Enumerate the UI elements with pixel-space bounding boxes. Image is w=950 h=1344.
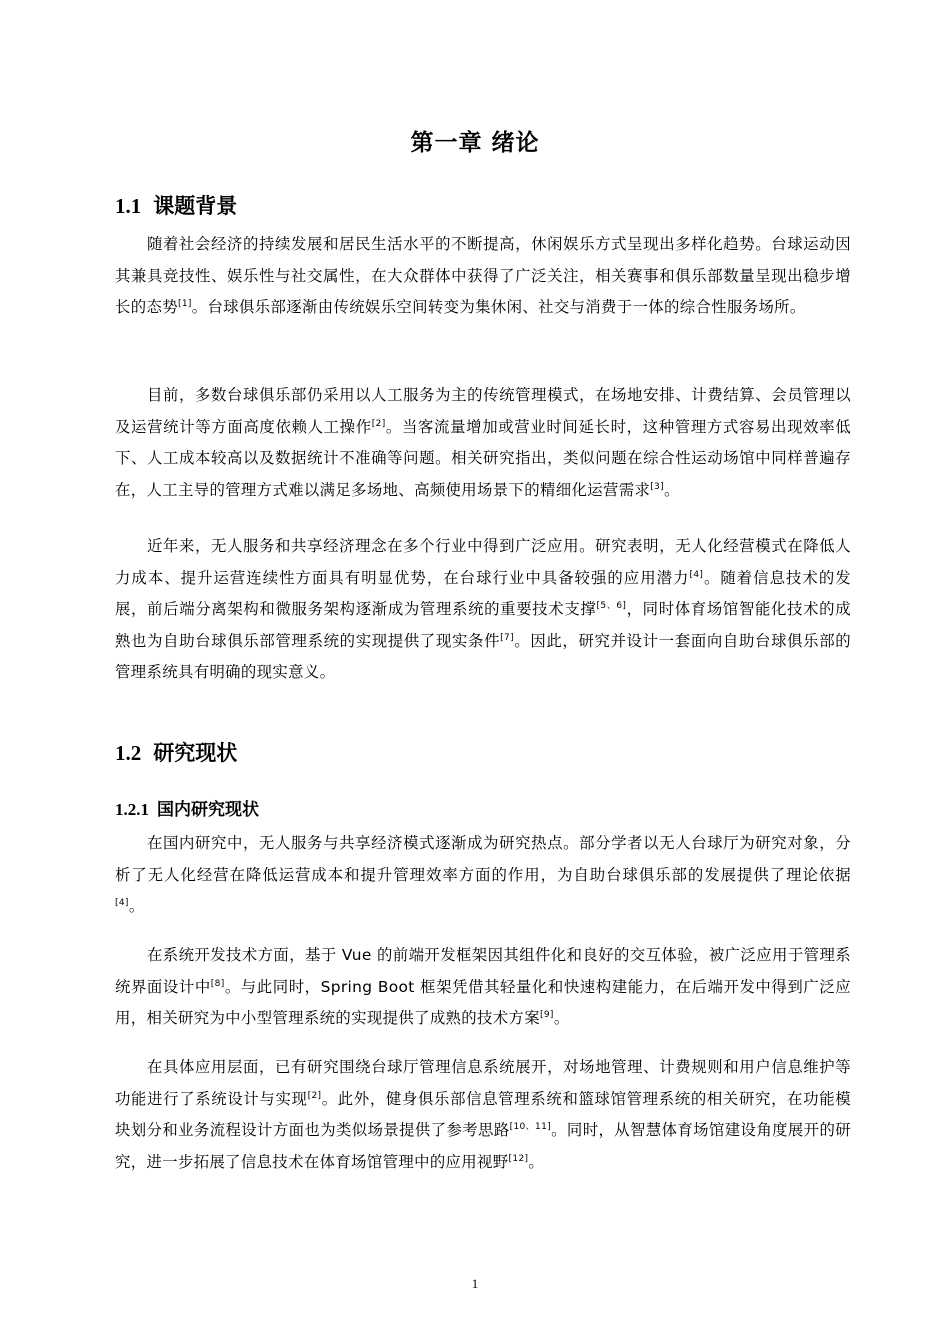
citation: [2] (307, 1090, 322, 1101)
citation: [7] (500, 632, 514, 643)
subsection-title: 国内研究现状 (157, 800, 259, 820)
citation: [8] (210, 978, 225, 989)
section-heading-1-2 (115, 737, 237, 767)
section-heading-1-1 (115, 190, 237, 220)
paragraph: 目前，多数台球俱乐部仍采用以人工服务为主的传统管理模式，在场地安排、计费结算、会员管理以及运营统计等方面高度依赖人工操作[2]。当客流量增加或营业时间延长时，这种管理方式容易出现效率低下、人工成本较高以及数据统计不准确等问题。相关研究指出，类似问题在综合性运动场馆中同样普遍存在，人工主导的管理方式难以满足多场地、高频使用场景下的精细化运营需求[3]。 (115, 386, 851, 499)
citation: [4] (115, 898, 129, 908)
paragraph: 近年来，无人服务和共享经济理念在多个行业中得到广泛应用。研究表明，无人化经营模式在降低人力成本、提升运营连续性方面具有明显优势，在台球行业中具备较强的应用潜力[4]。随着信息技术的发展，前后端分离架构和微服务架构逐渐成为管理系统的重要技术支撑[5、6]，同时体育场馆智能化技术的成熟也为自助台球俱乐部管理系统的实现提供了现实条件[7]。因此，研究并设计一套面向自助台球俱乐部的管理系统具有明确的现实意义。 (115, 537, 851, 681)
citation: [1] (177, 299, 192, 309)
section-title: 课题背景 (153, 194, 238, 218)
paragraph: 在国内研究中，无人服务与共享经济模式逐渐成为研究热点。部分学者以无人台球厅为研究对象，分析了无人化经营在降低运营成本和提升管理效率方面的作用，为自助台球俱乐部的发展提供了理论依据[4]。 (115, 834, 851, 915)
section-number: 1.2 (115, 741, 142, 765)
citation: [4] (689, 569, 704, 580)
citation: [12] (508, 1153, 529, 1164)
paragraph: 在系统开发技术方面，基于 Vue 的前端开发框架因其组件化和良好的交互体验，被广泛应用于管理系统界面设计中[8]。与此同时，Spring Boot 框架凭借其轻量化和快速构建能力，在后端开发中得到广泛应用，相关研究为中小型管理系统的实现提供了成熟的技术方案[9]。 (115, 946, 851, 1027)
citation: [9] (540, 1010, 554, 1020)
citation: [5、6] (596, 601, 627, 611)
page-number: 1 (471, 1276, 479, 1291)
paragraph: 在具体应用层面，已有研究围绕台球厅管理信息系统展开，对场地管理、计费规则和用户信息维护等功能进行了系统设计与实现[2]。此外，健身俱乐部信息管理系统和篮球馆管理系统的相关研究，在功能模块划分和业务流程设计方面也为类似场景提供了参考思路[10、11]。同时，从智慧体育场馆建设角度展开的研究，进一步拓展了信息技术在体育场馆管理中的应用视野[12]。 (115, 1058, 851, 1171)
chapter-title: 第一章 绪论 (410, 130, 540, 156)
citation: [3] (650, 481, 664, 492)
subsection-heading-1-2-1 (115, 795, 259, 820)
citation: [2] (371, 418, 386, 429)
paragraph: 随着社会经济的持续发展和居民生活水平的不断提高，休闲娱乐方式呈现出多样化趋势。台球运动因其兼具竞技性、娱乐性与社交属性，在大众群体中获得了广泛关注，相关赛事和俱乐部数量呈现出稳步增长的态势[1]。台球俱乐部逐渐由传统娱乐空间转变为集休闲、社交与消费于一体的综合性服务场所。 (115, 235, 851, 316)
section-title: 研究现状 (153, 741, 238, 765)
citation: [10、11] (509, 1122, 552, 1132)
section-number: 1.1 (115, 194, 142, 218)
subsection-number: 1.2.1 (115, 800, 149, 819)
